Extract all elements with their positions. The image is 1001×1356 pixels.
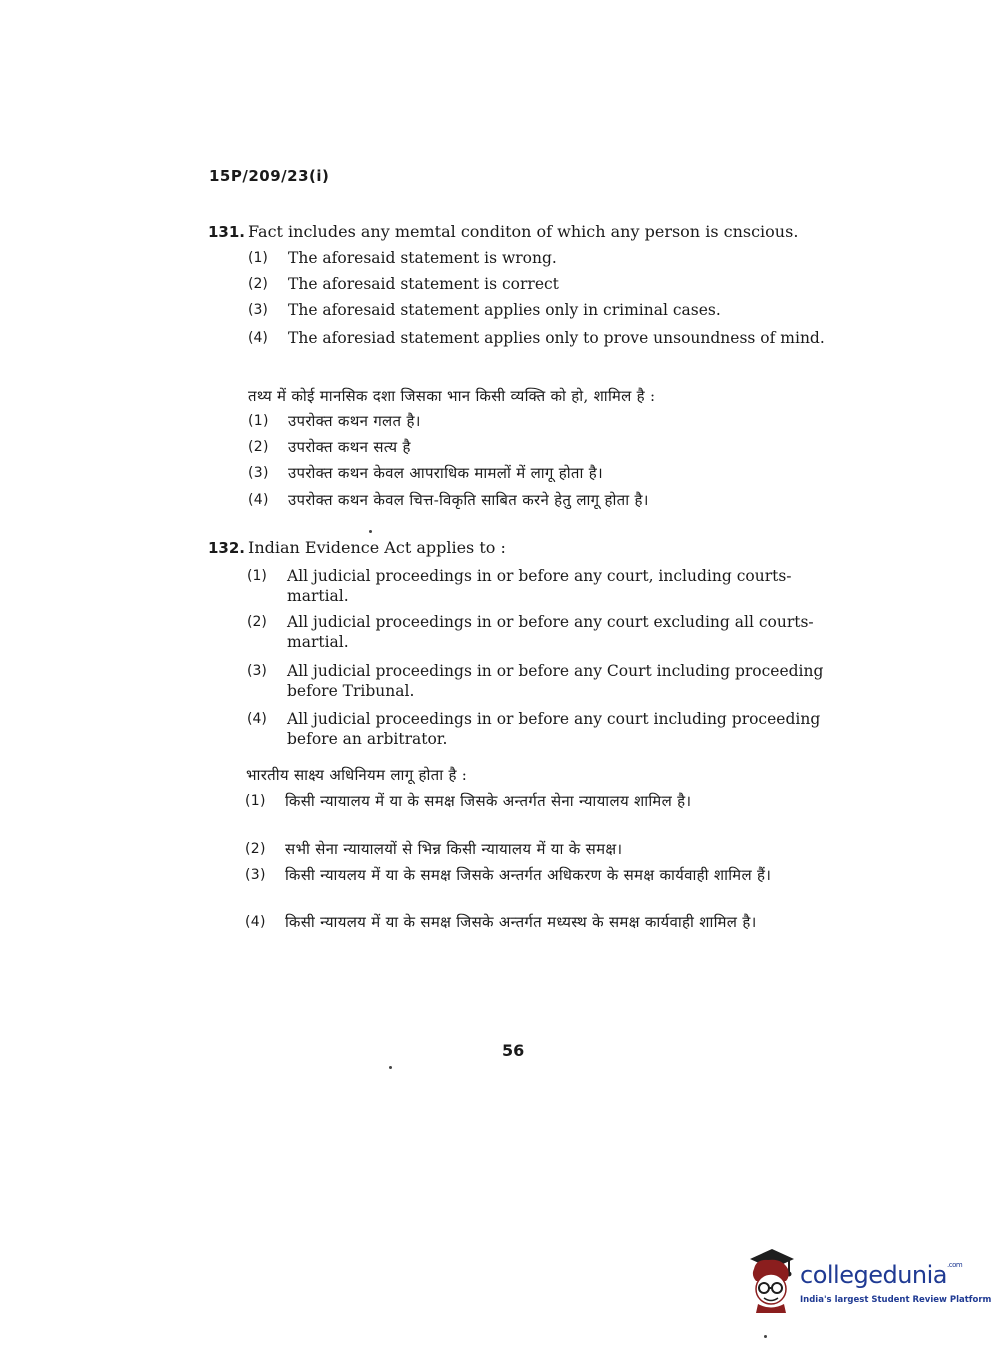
q131-hindi-option-3	[248, 463, 848, 483]
option-number: (3)	[245, 867, 266, 883]
question-131-stem-hindi: तथ्य में कोई मानसिक दशा जिसका भान किसी व्यक्ति को हो, शामिल है :	[248, 387, 656, 405]
option-number: (3)	[248, 302, 268, 318]
scan-speck	[764, 1335, 767, 1338]
option-text: The aforesaid statement is wrong.	[288, 249, 557, 267]
option-number: (2)	[248, 439, 269, 455]
q131-option-2	[248, 274, 848, 294]
option-text: सभी सेना न्यायालयों से भिन्न किसी न्यायालय में या के समक्ष।	[285, 840, 623, 858]
option-text: किसी न्यायालय में या के समक्ष जिसके अन्तर्गत सेना न्यायालय शामिल है।	[285, 792, 692, 810]
option-text: किसी न्यायलय में या के समक्ष जिसके अन्तर्गत अधिकरण के समक्ष कार्यवाही शामिल हैं।	[285, 866, 772, 884]
option-text: उपरोक्त कथन केवल चित्त-विकृति साबित करने हेतु लागू होता है।	[288, 491, 649, 509]
option-text: The aforesiad statement applies only to prove unsoundness of mind.	[288, 329, 825, 347]
question-text: Indian Evidence Act applies to :	[248, 538, 506, 557]
q132-option-3	[247, 661, 832, 701]
option-text: उपरोक्त कथन गलत है।	[288, 412, 421, 430]
student-mascot-icon	[744, 1247, 800, 1313]
option-text: All judicial proceedings in or before any court, including courts-martial.	[287, 567, 792, 605]
option-text: उपरोक्त कथन सत्य है	[288, 438, 411, 456]
option-text: The aforesaid statement applies only in criminal cases.	[288, 301, 721, 319]
scan-speck	[369, 530, 372, 533]
q131-hindi-option-4	[248, 490, 848, 510]
option-text: उपरोक्त कथन केवल आपराधिक मामलों में लागू होता है।	[288, 464, 603, 482]
collegedunia-watermark	[744, 1247, 992, 1317]
option-number: (1)	[248, 250, 268, 266]
question-number: 132.	[208, 539, 246, 557]
q131-hindi-option-1	[248, 411, 848, 431]
brand-tagline: India's largest Student Review Platform	[800, 1295, 992, 1305]
option-text: The aforesaid statement is correct	[288, 275, 559, 293]
option-number: (4)	[248, 492, 269, 508]
option-text: All judicial proceedings in or before any court excluding all courts- martial.	[287, 613, 814, 651]
option-number: (3)	[248, 465, 269, 481]
q131-hindi-option-2	[248, 437, 848, 457]
q131-option-1	[248, 248, 848, 268]
brand-domain: .com	[947, 1261, 963, 1269]
q132-hindi-option-2	[245, 839, 830, 859]
q132-option-1	[247, 566, 832, 606]
option-text: किसी न्यायलय में या के समक्ष जिसके अन्तर्गत मध्यस्थ के समक्ष कार्यवाही शामिल है।	[285, 913, 757, 931]
option-number: (4)	[245, 914, 266, 930]
brand-name: collegedunia$^{.com}$	[800, 1261, 963, 1289]
q132-hindi-option-4	[245, 912, 830, 932]
page-number: 56	[502, 1041, 525, 1060]
question-132-stem-hindi: भारतीय साक्ष्य अधिनियम लागू होता है :	[246, 766, 468, 784]
q132-hindi-option-3	[245, 865, 830, 885]
option-number: (3)	[247, 663, 267, 679]
q131-option-3	[248, 300, 848, 320]
scan-speck	[389, 1066, 392, 1069]
option-number: (4)	[248, 330, 268, 346]
question-text: Fact includes any memtal conditon of which any person is cnscious.	[248, 222, 799, 241]
option-number: (4)	[247, 711, 267, 727]
option-number: (2)	[247, 614, 267, 630]
q132-option-4	[247, 709, 832, 749]
option-text: All judicial proceedings in or before any court including proceeding before an arbitrator.	[287, 710, 821, 748]
option-number: (1)	[248, 413, 269, 429]
q131-option-4	[248, 328, 828, 348]
q132-hindi-option-1	[245, 791, 830, 811]
question-number: 131.	[208, 223, 246, 241]
question-131-stem	[208, 222, 848, 242]
option-number: (2)	[245, 841, 266, 857]
q132-option-2	[247, 612, 832, 652]
option-number: (2)	[248, 276, 268, 292]
paper-code: 15P/209/23(i)	[209, 167, 330, 185]
option-number: (1)	[247, 568, 267, 584]
option-number: (1)	[245, 793, 266, 809]
option-text: All judicial proceedings in or before any Court including proceeding before Tribunal.	[287, 662, 824, 700]
question-132-stem	[208, 538, 848, 558]
